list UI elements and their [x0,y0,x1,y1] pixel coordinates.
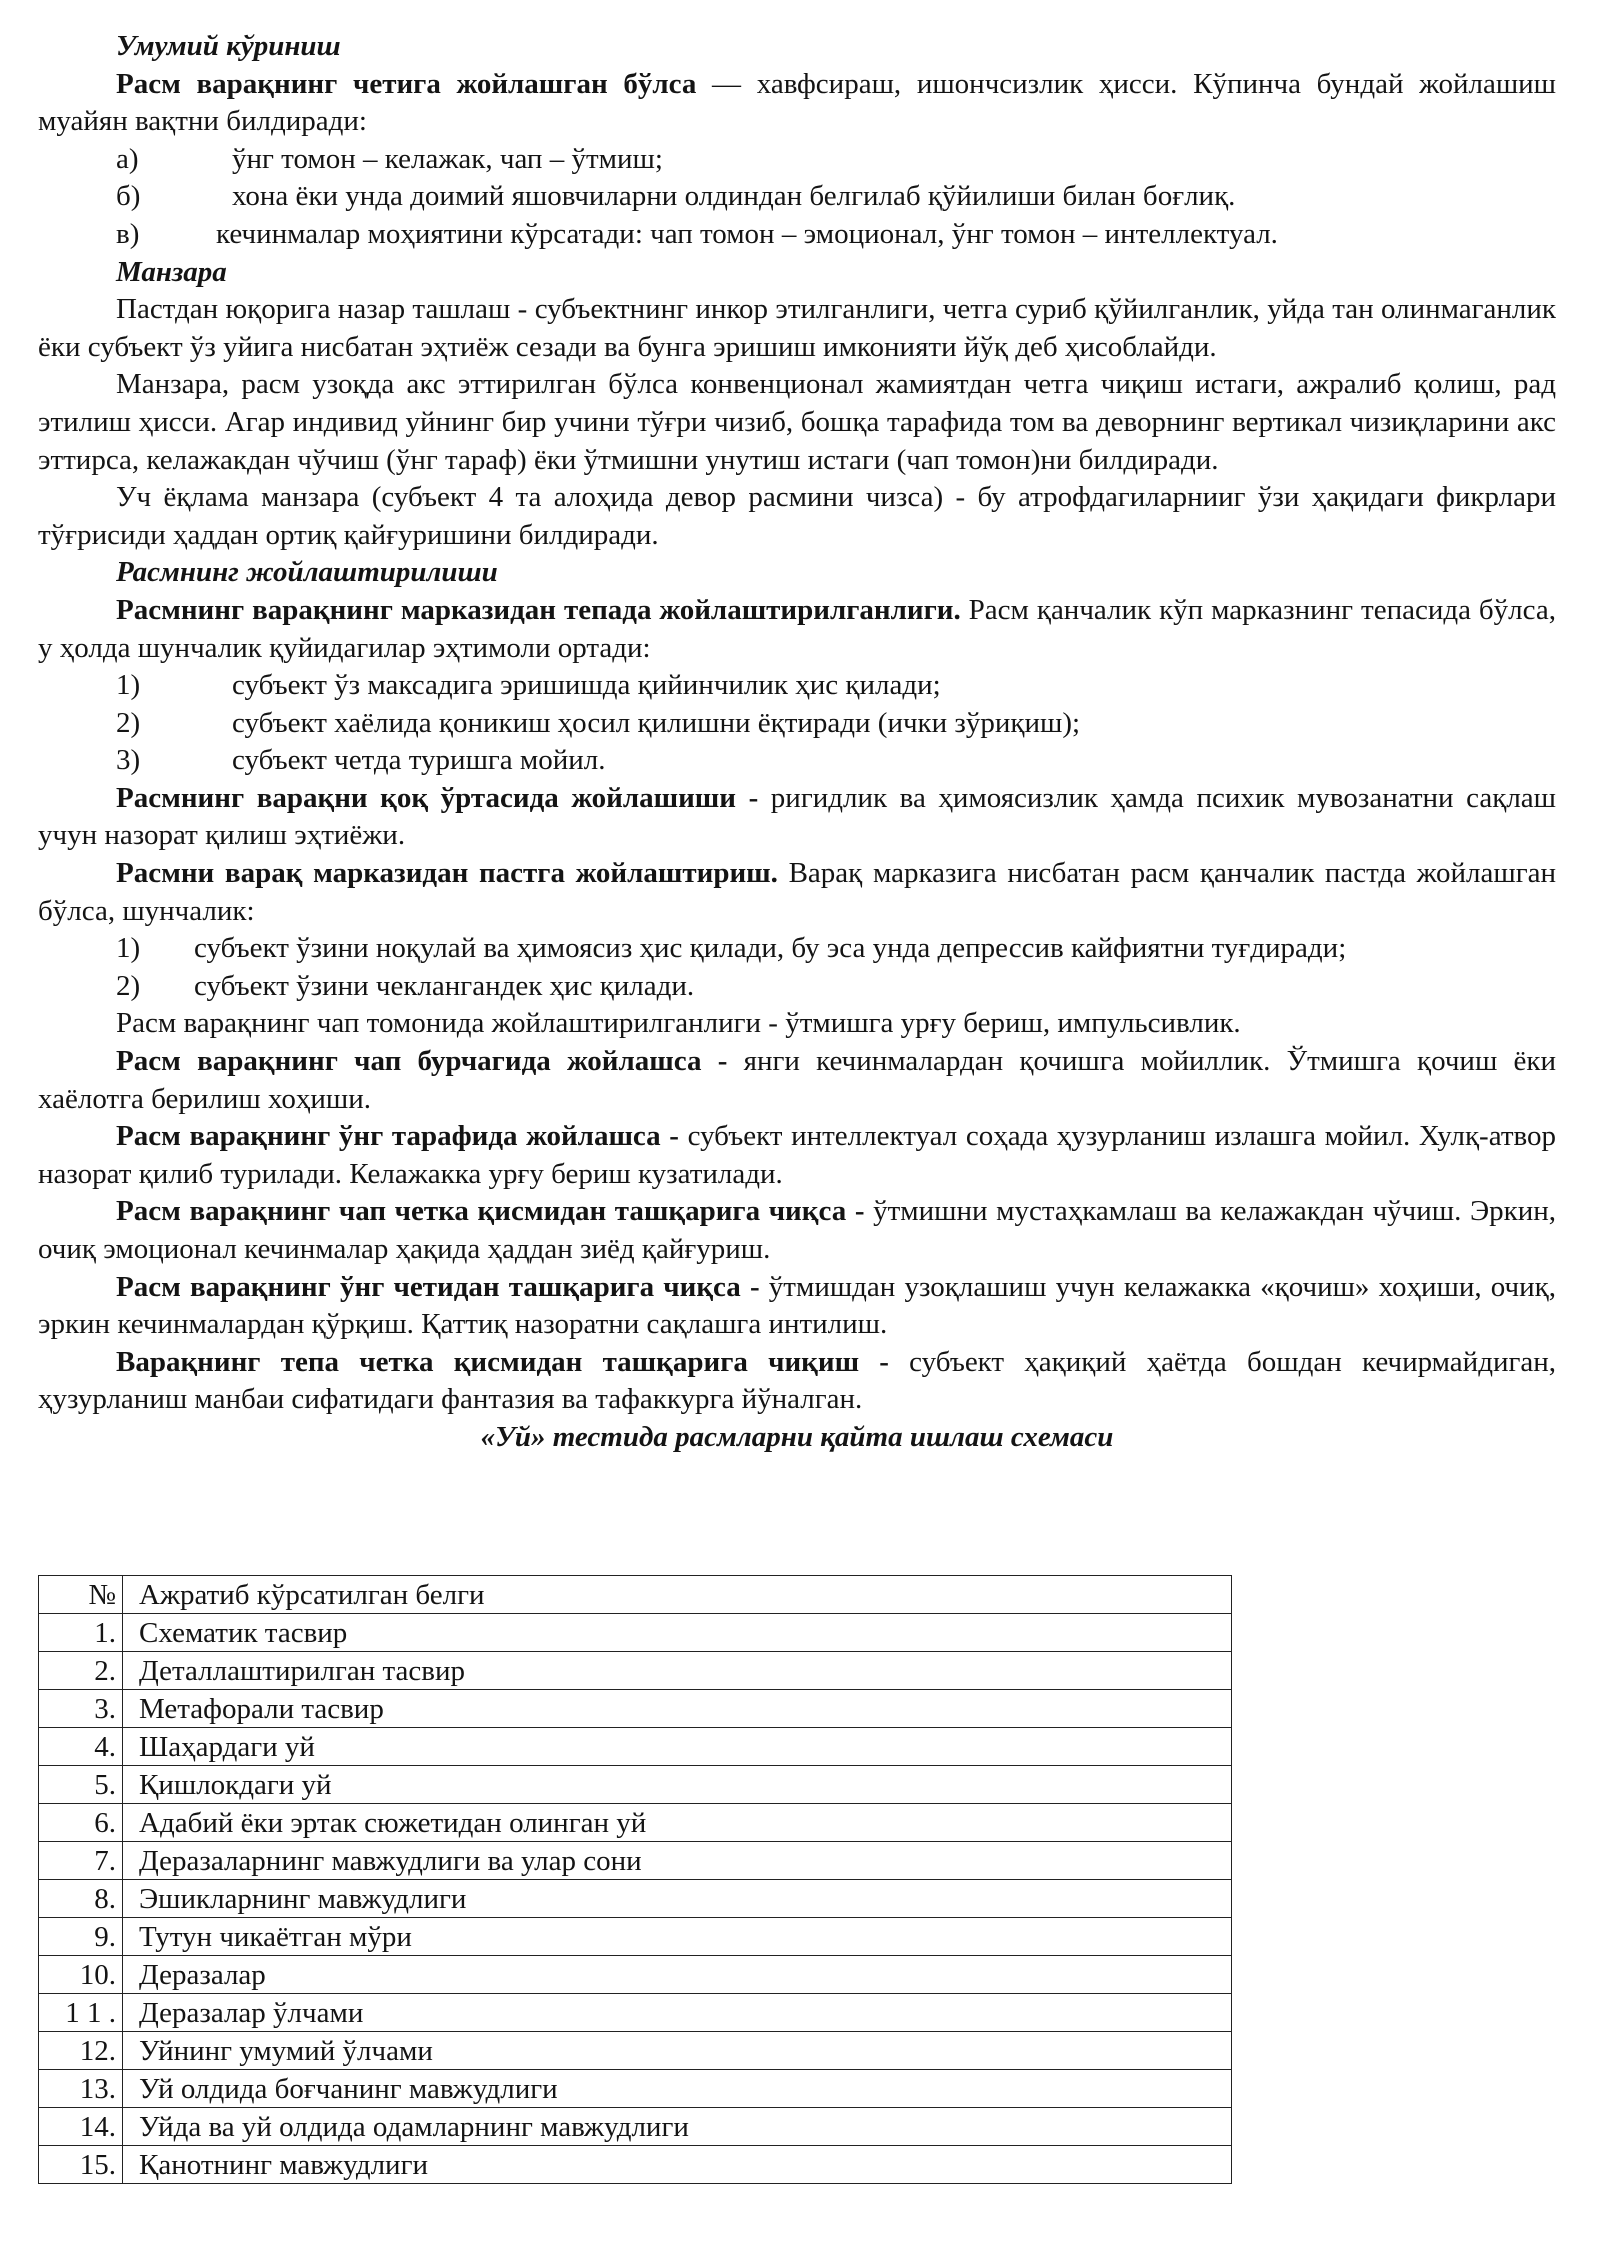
paragraph-text: Пастдан юқорига назар ташлаш - субъектнинг инкор этилганлиги, четга суриб қўйилганлик, уйда тан олинмаганлик ёки субъект ўз уйига нисбатан эҳтиёж сезади ва бунга эришиш имконияти йўқ деб ҳисоблайди. [38,293,1556,363]
row-feature: Уй олдида боғчанинг мавжудлиги [123,2070,1232,2108]
row-number: 4. [39,1728,123,1766]
paragraph-text: Варақ марказига нисбатан расм қанчалик пастда жойлашган бўлса, шунчалик: [38,857,1556,927]
row-number: 9. [39,1918,123,1956]
row-feature: Адабий ёки эртак сюжетидан олинган уй [123,1804,1232,1842]
list-item-3 [38,742,1556,780]
paragraph-text: Расм варақнинг чап томонида жойлаштирилганлиги - ўтмишга урғу бериш, импульсивлик. [116,1007,1241,1040]
row-feature: Деталлаштирилган тасвир [123,1652,1232,1690]
list-item-text: кечинмалар моҳиятини кўрсатади: чап томон – эмоционал, ўнг томон – интеллектуал. [216,217,1278,250]
paragraph-top-overflow [38,1344,1556,1419]
table-row [39,1804,1232,1842]
bold-lead-text: Расм варақнинг ўнг тарафида жойлашса - [116,1120,679,1153]
row-number: 1. [39,1614,123,1652]
row-feature: Қанотнинг мавжудлиги [123,2146,1232,2184]
section-heading-general-view: Умумий кўриниш [116,30,341,62]
table-row [39,1842,1232,1880]
table-row [39,1994,1232,2032]
list-marker: 1) [116,932,141,965]
bold-lead-text: Варақнинг тепа четка қисмидан ташқарига чиқиш - [116,1345,889,1378]
table-row [39,1652,1232,1690]
list-item-text: субъект четда туришга мойил. [232,744,606,777]
row-feature: Эшикларнинг мавжудлиги [123,1880,1232,1918]
row-feature: Уйда ва уй олдида одамларнинг мавжудлиги [123,2108,1232,2146]
document-body [38,28,1556,1419]
table-row [39,1728,1232,1766]
paragraph-above-center [38,592,1556,667]
row-number: 5. [39,1766,123,1804]
list-marker: 3) [116,744,141,777]
row-feature: Уйнинг умумий ўлчами [123,2032,1232,2070]
list-marker: 2) [116,969,141,1002]
paragraph-text: субъект ҳақиқий ҳаётда бошдан кечирмайдиган, ҳузурланиш манбаи сифатидаги фантазия ва тафаккурга йўналган. [38,1345,1557,1416]
list-item-text: субъект хаёлида қоникиш ҳосил қилишни ёқтиради (ички зўриқиш); [232,706,1081,739]
row-number: 3. [39,1690,123,1728]
row-feature: Деразалар ўлчами [123,1994,1232,2032]
features-table [38,1575,1232,2184]
list-marker: 2) [116,706,141,739]
row-number: 12. [39,2032,123,2070]
list-marker: б) [116,180,141,213]
paragraph-right-overflow [38,1269,1556,1344]
list-item-text: субъект ўз максадига эришишда қийинчилик ҳис қилади; [232,669,941,702]
list-marker: 1) [116,669,141,702]
row-feature: Деразаларнинг мавжудлиги ва улар сони [123,1842,1232,1880]
paragraph-landscape-2 [38,366,1556,479]
bold-lead-text: Расм варақнинг чап четка қисмидан ташқарига чиқса - [116,1195,865,1228]
row-feature: Тутун чикаётган мўри [123,1918,1232,1956]
paragraph-landscape-3 [38,479,1556,554]
bold-lead-text: Расм варақнинг четига жойлашган бўлса [116,67,697,100]
table-header-number: № [39,1576,123,1614]
row-number: 8. [39,1880,123,1918]
list-item-c [38,216,1556,254]
paragraph-edge-placement [38,66,1556,141]
table-row [39,1880,1232,1918]
row-feature: Схематик тасвир [123,1614,1232,1652]
section-heading-placement: Расмнинг жойлаштирилиши [116,556,498,589]
features-table-body [39,1576,1232,2184]
row-number: 1 1 . [39,1994,123,2032]
paragraph-middle [38,780,1556,855]
paragraph-right-side [38,1118,1556,1193]
paragraph-text: янги кечинмалардан қочишга мойиллик. Ўтмишга қочиш ёки хаёлотга берилиш хоҳиши. [38,1045,1557,1115]
list-item-text: субъект ўзини ноқулай ва ҳимоясиз ҳис қилади, бу эса унда депрессив кайфиятни туғдиради; [194,932,1347,965]
table-row [39,1956,1232,1994]
paragraph-text: ригидлик ва ҳимоясизлик ҳамда психик мувозанатни сақлаш учун назорат қилиш эҳтиёжи. [38,781,1556,852]
paragraph-left-side [38,1005,1556,1043]
row-feature: Шаҳардаги уй [123,1728,1232,1766]
list-item-text: ўнг томон – келажак, чап – ўтмиш; [232,142,663,175]
paragraph-left-corner [38,1043,1556,1118]
row-number: 13. [39,2070,123,2108]
list-item-a [38,141,1556,179]
table-header-feature: Ажратиб кўрсатилган белги [123,1576,1232,1614]
row-feature: Деразалар [123,1956,1232,1994]
table-row [39,1614,1232,1652]
list-item-text: хона ёки унда доимий яшовчиларни олдиндан белгилаб қўйилиши билан боғлиқ. [232,180,1236,213]
row-number: 2. [39,1652,123,1690]
table-row [39,2146,1232,2184]
bold-lead-text: Расм варақнинг ўнг четидан ташқарига чиқса - [116,1270,760,1303]
table-row [39,1766,1232,1804]
list-marker: в) [116,217,140,250]
table-row [39,1918,1232,1956]
list-item-1 [38,667,1556,705]
paragraph-left-overflow [38,1193,1556,1268]
section-heading-landscape: Манзара [116,255,227,288]
list-item-b [38,178,1556,216]
row-feature: Қишлокдаги уй [123,1766,1232,1804]
document-page [38,28,1556,1457]
paragraph-text: ўтмишни мустаҳкамлаш ва келажакдан чўчиш. Эркин, очиқ эмоционал кечинмалар ҳақида ҳаддан зиёд қайғуриш. [38,1195,1556,1265]
row-feature: Метафорали тасвир [123,1690,1232,1728]
row-number: 10. [39,1956,123,1994]
paragraph-text: Уч ёқлама манзара (субъект 4 та алоҳида девор расмини чизса) - бу атрофдагиларнииг ўзи ҳақидаги фикрлари тўғрисиди ҳаддан ортиқ қайғуришини билдиради. [38,481,1556,551]
paragraph-text: Расм қанчалик кўп марказнинг тепасида бўлса, у ҳолда шунчалик қуйидагилар эҳтимоли ортади: [38,593,1557,664]
list-item-2b [38,968,1556,1006]
table-row [39,2108,1232,2146]
row-number: 7. [39,1842,123,1880]
table-row [39,1690,1232,1728]
paragraph-text: ўтмишдан узоқлашиш учун келажакка «қочиш» хоҳиши, очиқ, эркин кечинмалардан қўрқиш. Қаттиқ назоратни сақлашга интилиш. [38,1270,1557,1341]
bold-lead-text: Расмнинг варақнинг марказидан тепада жойлаштирилганлиги. [116,593,961,626]
bold-lead-text: Расмнинг варақни қоқ ўртасида жойлашиши - [116,781,759,814]
list-item-text: субъект ўзини чеклангандек ҳис қилади. [194,969,695,1002]
paragraph-landscape-1 [38,291,1556,366]
bold-lead-text: Расм варақнинг чап бурчагида жойлашса - [116,1045,728,1078]
list-item-1b [38,930,1556,968]
table-row [39,2032,1232,2070]
table-title: «Уй» тестида расмларни қайта ишлаш схемаси [480,1420,1114,1453]
row-number: 14. [39,2108,123,2146]
paragraph-text: субъект интеллектуал соҳада ҳузурланиш излашга мойил. Хулқ-атвор назорат қилиб турилади. Келажакка урғу бериш кузатилади. [38,1120,1557,1190]
table-row [39,2070,1232,2108]
table-header-row [39,1576,1232,1614]
row-number: 6. [39,1804,123,1842]
paragraph-text: Манзара, расм узоқда акс эттирилган бўлса конвенционал жамиятдан четга чиқиш истаги, ажралиб қолиш, рад этилиш ҳисси. Агар индивид уйнинг бир учини тўғри чизиб, бошқа тарафида том ва деворнинг вертикал чизиқларини акс эттирса, келажакдан чўчиш (ўнг тараф) ёки ўтмишни унутиш истаги (чап томон)ни билдиради. [38,368,1556,476]
bold-lead-text: Расмни варақ марказидан пастга жойлаштириш. [116,857,778,890]
paragraph-text: — хавфсираш, ишончсизлик ҳисси. Кўпинча бундай жойлашиш муайян вақтни билдиради: [38,67,1557,138]
row-number: 15. [39,2146,123,2184]
paragraph-below-center [38,855,1556,930]
list-item-2 [38,705,1556,743]
list-marker: а) [116,142,139,175]
